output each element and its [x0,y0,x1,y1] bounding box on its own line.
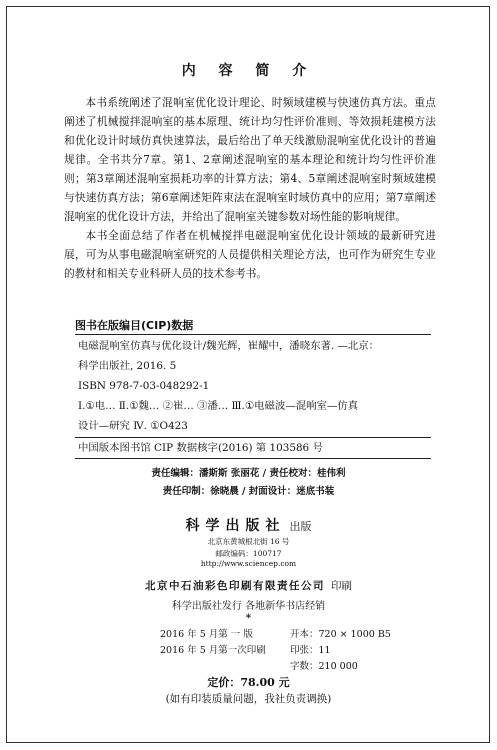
cip-number-text: 中国版本图书馆 CIP 数据核字(2016) 第 103586 号 [78,442,323,454]
cip-top-rule [75,334,431,335]
cip-line: 电磁混响室仿真与优化设计/魏光辉，崔耀中，潘晓东著. —北京： [78,340,380,352]
cip-heading: 图书在版编目(CIP)数据 [75,319,194,332]
cip-bottom-rule [75,458,431,459]
section-title: 内 容 简 介 [181,63,316,79]
cip-line: 设计—研究 Ⅳ. ①O423 [78,420,188,432]
word-count: 字数：210 000 [290,661,358,672]
publisher-website: http://www.sciencep.com [200,559,297,568]
distribution-line: 科学出版社发行 各地新华书店经销 [171,601,326,612]
cip-block [78,336,428,436]
publisher-suffix: 出版 [289,520,312,533]
abstract-text [64,93,436,283]
quality-notice: (如有印装质量问题，我社负责调换) [165,693,332,705]
cip-library-number [78,438,428,458]
words-row [160,658,420,672]
printer-block [0,574,497,593]
abstract-paragraph: 本书系统阐述了混响室优化设计理论、时频域建模与快速仿真方法。重点阐述了机械搅拌混响室的基本原理、统计均匀性评价准则、等效损耗建模方法和优化设计时域仿真快速算法，最后给出了单天线激励混响室优化设计的普遍规律。全书共分7章。第1、2章阐述混响室的基本理论和统计均匀性评价准则；第3章阐述混响室损耗功率的计算方法；第4、5章阐述混响室时频域建模与快速仿真方法；第6章阐述矩阵束法在混响室时域仿真中的应用；第7章阐述混响室的优化设计方法，并给出了混响室关键参数对场性能的影响规律。 [64,96,436,223]
first-edition: 2016 年 5 月第 一 版 [160,629,253,640]
price: 定价：78.00 元 [207,676,290,689]
publisher-block [0,515,497,535]
printer-name: 北京中石油彩色印刷有限责任公司 [145,580,325,592]
format: 开本：720 × 1000 B5 [290,629,391,640]
editor-credits: 责任编辑：潘斯斯 张丽花 / 责任校对：桂伟利 [151,468,346,479]
print-credits: 责任印制：徐晓晨 / 封面设计：迷底书装 [162,486,335,497]
cip-line: ISBN 978-7-03-048292-1 [78,380,210,392]
cip-line: Ⅰ.①电… Ⅱ.①魏… ②崔… ③潘… Ⅲ.①电磁波—混响室—仿真 [78,400,359,412]
cip-line: 科学出版社, 2016. 5 [78,360,177,372]
publisher-postcode: 邮政编码：100717 [215,549,282,558]
sheets: 印张：11 [290,645,331,656]
publisher-address: 北京东黄城根北街 16 号 [207,537,290,546]
printer-suffix: 印刷 [331,580,352,592]
publisher-name: 科学出版社 [185,518,286,534]
edition-row [160,626,420,640]
separator-star: * [245,613,252,624]
first-print: 2016 年 5 月第一次印刷 [160,645,266,656]
printing-row [160,642,420,656]
abstract-paragraph: 本书全面总结了作者在机械搅拌电磁混响室优化设计领域的最新研究进展，可为从事电磁混响室研究的人员提供相关理论方法，也可作为研究生专业的教材和相关专业科研人员的技术参考书。 [64,229,436,280]
